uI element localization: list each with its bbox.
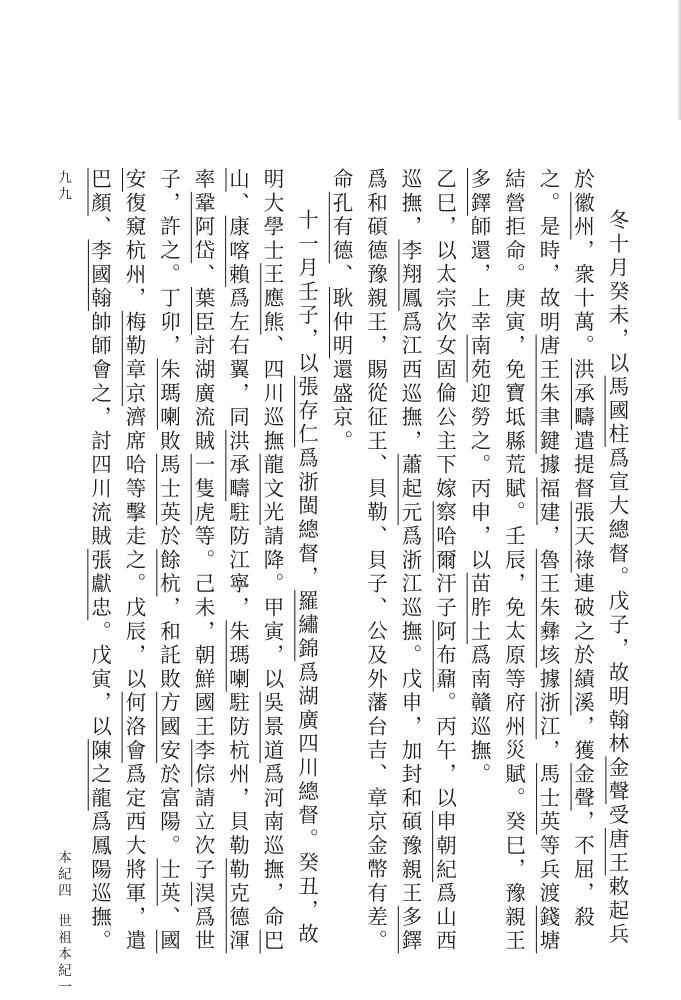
text-segment: 爲浙閩總督， xyxy=(294,447,319,590)
text-segment: 還盛京。 xyxy=(329,358,353,454)
text-segment: 連破之於 xyxy=(570,572,595,668)
proper-name-text: 張天祿 xyxy=(570,501,595,573)
proper-name-text: 馬士英 xyxy=(156,453,181,526)
text-segment: 爲左右翼，同 xyxy=(225,287,250,430)
proper-name-text: 葉臣 xyxy=(191,287,215,335)
proper-name-text: 朱瑪喇 xyxy=(225,620,250,692)
text-segment: 爲南贛巡撫。 xyxy=(467,644,491,787)
text-segment: 。丙午，以 xyxy=(432,691,457,811)
text-segment: 濟席哈等擊走之。戊辰，以 xyxy=(122,406,146,692)
proper-name-text: 南苑 xyxy=(467,334,491,383)
footer-section: 世祖本紀一 xyxy=(55,913,71,996)
text-segment: ，衆十萬。 xyxy=(570,239,595,359)
proper-name-text: 王應熊 xyxy=(260,263,284,335)
proper-name-text: 魯王朱彝垓 xyxy=(536,548,560,668)
proper-name-text: 康喀賴 xyxy=(225,215,250,288)
proper-name-text: 蕭起元 xyxy=(398,453,422,526)
text-segment: 爲宣大總督。戊子，故明翰林 xyxy=(605,447,629,757)
text-segment: 爲江西巡撫， xyxy=(398,310,422,454)
text-segment: 師還，上幸 xyxy=(467,215,491,335)
text-segment: 。戊寅，以 xyxy=(87,620,112,740)
text-segment: 駐防江寧， xyxy=(225,501,250,621)
text-segment: 請立次子 xyxy=(191,786,215,883)
proper-name-text: 士英 xyxy=(156,858,181,906)
proper-name-text: 李倧 xyxy=(191,739,215,787)
proper-name-text: 淏 xyxy=(191,882,215,906)
proper-name-text: 金聲 xyxy=(605,756,629,805)
text-segment: 率 xyxy=(191,168,215,192)
proper-name-text: 何洛會 xyxy=(122,691,146,764)
text-segment: 、 xyxy=(191,263,215,288)
text-segment: 、 xyxy=(329,263,353,288)
proper-name-text: 徽州 xyxy=(570,191,595,240)
text-segment: 駐防杭州，貝勒 xyxy=(225,691,250,859)
proper-name-text: 吳景道 xyxy=(260,691,284,764)
paragraph xyxy=(82,168,324,958)
proper-name-text: 阿布鼐 xyxy=(432,620,457,692)
text-segment: 帥師會之，討四川流賊 xyxy=(87,310,112,549)
text-segment: 、 xyxy=(156,905,181,930)
text-segment: 冬十月癸未，以 xyxy=(605,209,629,376)
page-edge-shadow xyxy=(677,0,681,120)
running-footer xyxy=(53,850,73,996)
text-segment: 受 xyxy=(605,804,629,828)
text-segment: 敗 xyxy=(156,429,181,454)
page-number: 九九 xyxy=(55,170,71,203)
proper-name-text: 巴山 xyxy=(225,168,284,954)
text-segment: 討湖廣流賊 xyxy=(191,334,215,454)
proper-name-text: 朱瑪喇 xyxy=(156,358,181,430)
text-segment: ，不屈，殺之。是時，故明 xyxy=(536,168,595,930)
proper-name-text: 浙江 xyxy=(536,691,560,740)
text-segment: ，獲 xyxy=(570,715,595,764)
proper-name-text: 洪承疇 xyxy=(225,429,250,502)
text-segment: 請降。甲寅，以 xyxy=(260,525,284,692)
proper-name-text: 申朝紀 xyxy=(432,810,457,883)
text-segment: 爲定西大將軍，遣 xyxy=(122,763,146,954)
text-segment: 爲鳳陽巡撫。 xyxy=(87,810,112,954)
text-segment: 汗子 xyxy=(432,572,457,621)
text-segment: 遣提督 xyxy=(570,429,595,502)
proper-name-text: 張獻忠 xyxy=(87,548,112,621)
proper-name-text: 勒克德渾 xyxy=(225,858,250,954)
text-segment: 等兵渡 xyxy=(536,834,560,906)
proper-name-text: 福建 xyxy=(536,477,560,526)
proper-name-text: 孔有德 xyxy=(329,191,353,264)
text-segment: ， xyxy=(536,525,560,549)
text-segment: 於富陽。 xyxy=(156,763,181,859)
text-segment: 乙巳，以太宗次女固倫公主下嫁 xyxy=(432,168,457,502)
text-segment: 等。己未，朝鮮國王 xyxy=(191,525,215,740)
text-segment: 爲山西巡撫， xyxy=(398,168,457,954)
text-segment: 復窺杭州， xyxy=(122,191,146,311)
proper-name-text: 錢塘 xyxy=(536,905,560,954)
text-segment: 於 xyxy=(156,525,181,549)
text-segment: 、四川巡撫 xyxy=(260,334,284,454)
proper-name-text: 梅勒章京 xyxy=(122,310,146,407)
proper-name-text: 多鐸 xyxy=(398,905,422,954)
proper-name-text: 馬士英 xyxy=(536,763,560,835)
proper-name-text: 陳之龍 xyxy=(87,739,112,811)
proper-name-text: 唐王 xyxy=(605,827,629,876)
paragraph xyxy=(324,168,462,958)
text-segment: 爲浙江巡撫。戊申，加封和碩豫親王 xyxy=(398,525,422,906)
text-segment: ， xyxy=(536,739,560,764)
paragraph xyxy=(462,168,635,958)
text-segment: 據 xyxy=(536,667,560,692)
text-segment: 據 xyxy=(536,453,560,478)
proper-name-text: 羅繡錦 xyxy=(294,589,319,662)
text-segment: 、 xyxy=(225,191,250,216)
proper-name-text: 巴顏 xyxy=(87,168,112,216)
proper-name-text: 餘杭 xyxy=(156,548,181,597)
proper-name-text: 李國翰 xyxy=(87,239,112,311)
proper-name-text: 唐王朱聿鍵 xyxy=(536,334,560,454)
proper-name-text: 龍文光 xyxy=(260,453,284,526)
proper-name-text: 李翔鳳 xyxy=(398,239,422,311)
proper-name-text: 國安 xyxy=(122,168,181,954)
text-segment: 爲湖廣四川總督。癸丑，故明大學士 xyxy=(260,168,319,947)
proper-name-text: 苗胙土 xyxy=(467,572,491,645)
text-segment: 迎勞之。丙申，以 xyxy=(467,382,491,573)
proper-name-text: 耿仲明 xyxy=(329,287,353,359)
text-segment: ，和託敗 xyxy=(156,596,181,692)
proper-name-text: 鞏阿岱 xyxy=(191,191,215,264)
proper-name-text: 多鐸 xyxy=(467,168,491,216)
proper-name-text: 金聲 xyxy=(570,763,595,811)
text-segment: 敕起兵於 xyxy=(570,168,629,947)
main-text xyxy=(82,168,634,958)
text-segment: 爲和碩德豫親王，賜從征王、貝勒、貝子、公及外藩台吉、章京金幣有差。命 xyxy=(329,168,388,954)
proper-name-text: 一隻虎 xyxy=(191,453,215,526)
text-segment: 、 xyxy=(87,215,112,240)
proper-name-text: 張存仁 xyxy=(294,375,319,448)
text-segment: 爲河南巡撫，命 xyxy=(260,763,284,930)
text-segment: 結營拒命。庚寅，免寶坻縣荒賦。壬辰，免太原等府州災賦。癸巳，豫親王 xyxy=(501,168,526,954)
footer-volume: 本紀四 xyxy=(55,850,71,900)
proper-name-text: 方國安 xyxy=(156,691,181,764)
proper-name-text: 績溪 xyxy=(570,667,595,716)
text-segment: 十一月壬子，以 xyxy=(294,209,319,376)
proper-name-text: 馬國柱 xyxy=(605,375,629,448)
proper-name-text: 洪承疇 xyxy=(570,358,595,430)
proper-name-text: 察哈爾 xyxy=(432,501,457,573)
text-segment: 爲世子，許之。丁卯， xyxy=(156,168,215,954)
